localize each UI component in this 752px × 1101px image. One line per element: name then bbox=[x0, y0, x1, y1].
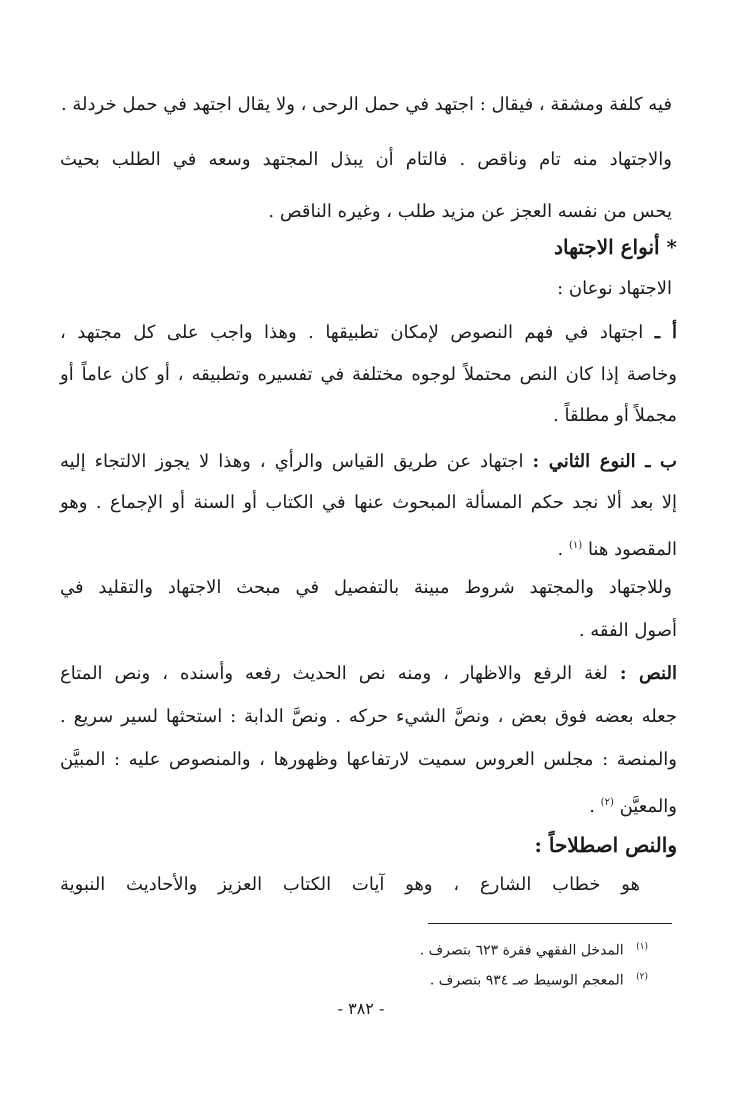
body-line: وللاجتهاد والمجتهد شروط مبينة بالتفصيل في مبحث الاجتهاد والتقليد في bbox=[60, 577, 672, 598]
term-text: لغة الرفع والاظهار ، ومنه نص الحديث رفعه وأسنده ، ونص المتاع bbox=[60, 663, 608, 684]
body-line: والاجتهاد منه تام وناقص . فالتام أن يبذل المجتهد وسعه في الطلب بحيث bbox=[60, 149, 672, 170]
body-text: . bbox=[557, 539, 564, 560]
footnote-text: المدخل الفقهي فقرة ٦٢٣ بتصرف . bbox=[419, 942, 624, 959]
footnote bbox=[430, 967, 648, 991]
body-text: والمعيَّن bbox=[619, 796, 677, 817]
body-line: والمنصة : مجلس العروس سميت لارتفاعها وظهورها ، والمنصوص عليه : المبيَّن bbox=[60, 749, 677, 770]
body-line bbox=[60, 790, 677, 820]
body-text: المقصود هنا bbox=[587, 539, 677, 560]
section-heading: * أنواع الاجتهاد bbox=[554, 235, 677, 259]
footnote-text: المعجم الوسيط صـ ٩٣٤ بتصرف . bbox=[429, 972, 624, 989]
section-heading: والنص اصطلاحاً : bbox=[534, 833, 677, 857]
body-line bbox=[60, 533, 677, 563]
footnote-number: (١) bbox=[636, 942, 648, 952]
footnote-number: (٢) bbox=[636, 972, 648, 982]
body-line: جعله بعضه فوق بعض ، ونصَّ الشيء حركه . ونصَّ الدابة : استحثها لسير سريع . bbox=[60, 706, 677, 727]
list-text-b: اجتهاد عن طريق القياس والرأي ، وهذا لا يجوز الالتجاء إليه bbox=[60, 451, 524, 472]
body-line: فيه كلفة ومشقة ، فيقال : اجتهد في حمل الرحى ، ولا يقال اجتهد في حمل خردلة . bbox=[60, 94, 672, 115]
body-line: وخاصة إذا كان النص محتملاً لوجوه مختلفة في تفسيره وتطبيقه ، أو كان عاماً أو bbox=[60, 364, 677, 385]
page-number: - ٣٨٢ - bbox=[337, 999, 385, 1018]
body-line: أصول الفقه . bbox=[578, 620, 677, 641]
body-line: يحس من نفسه العجز عن مزيد طلب ، وغيره الناقص . bbox=[268, 201, 672, 222]
footnote-ref: (٢) bbox=[600, 797, 614, 808]
body-text: . bbox=[589, 796, 595, 817]
footnote-divider bbox=[428, 923, 672, 924]
body-line bbox=[60, 320, 677, 346]
term-label: النص : bbox=[619, 663, 677, 684]
list-label-b: ب ـ النوع الثاني : bbox=[532, 451, 677, 472]
body-line bbox=[60, 661, 677, 687]
footnote bbox=[420, 937, 648, 961]
body-line bbox=[60, 449, 677, 475]
body-line: إلا بعد ألا نجد حكم المسألة المبحوث عنها في الكتاب أو السنة أو الإجماع . وهو bbox=[60, 492, 677, 513]
list-text-a: اجتهاد في فهم النصوص لإمكان تطبيقها . وهذا واجب على كل مجتهد ، bbox=[60, 322, 644, 343]
body-line: الاجتهاد نوعان : bbox=[557, 278, 672, 299]
footnote-ref: (١) bbox=[569, 540, 583, 551]
body-line: مجملاً أو مطلقاً . bbox=[553, 405, 677, 426]
list-label-a: أ ـ bbox=[654, 322, 677, 343]
body-line: هو خطاب الشارع ، وهو آيات الكتاب العزيز والأحاديث النبوية bbox=[60, 874, 640, 895]
